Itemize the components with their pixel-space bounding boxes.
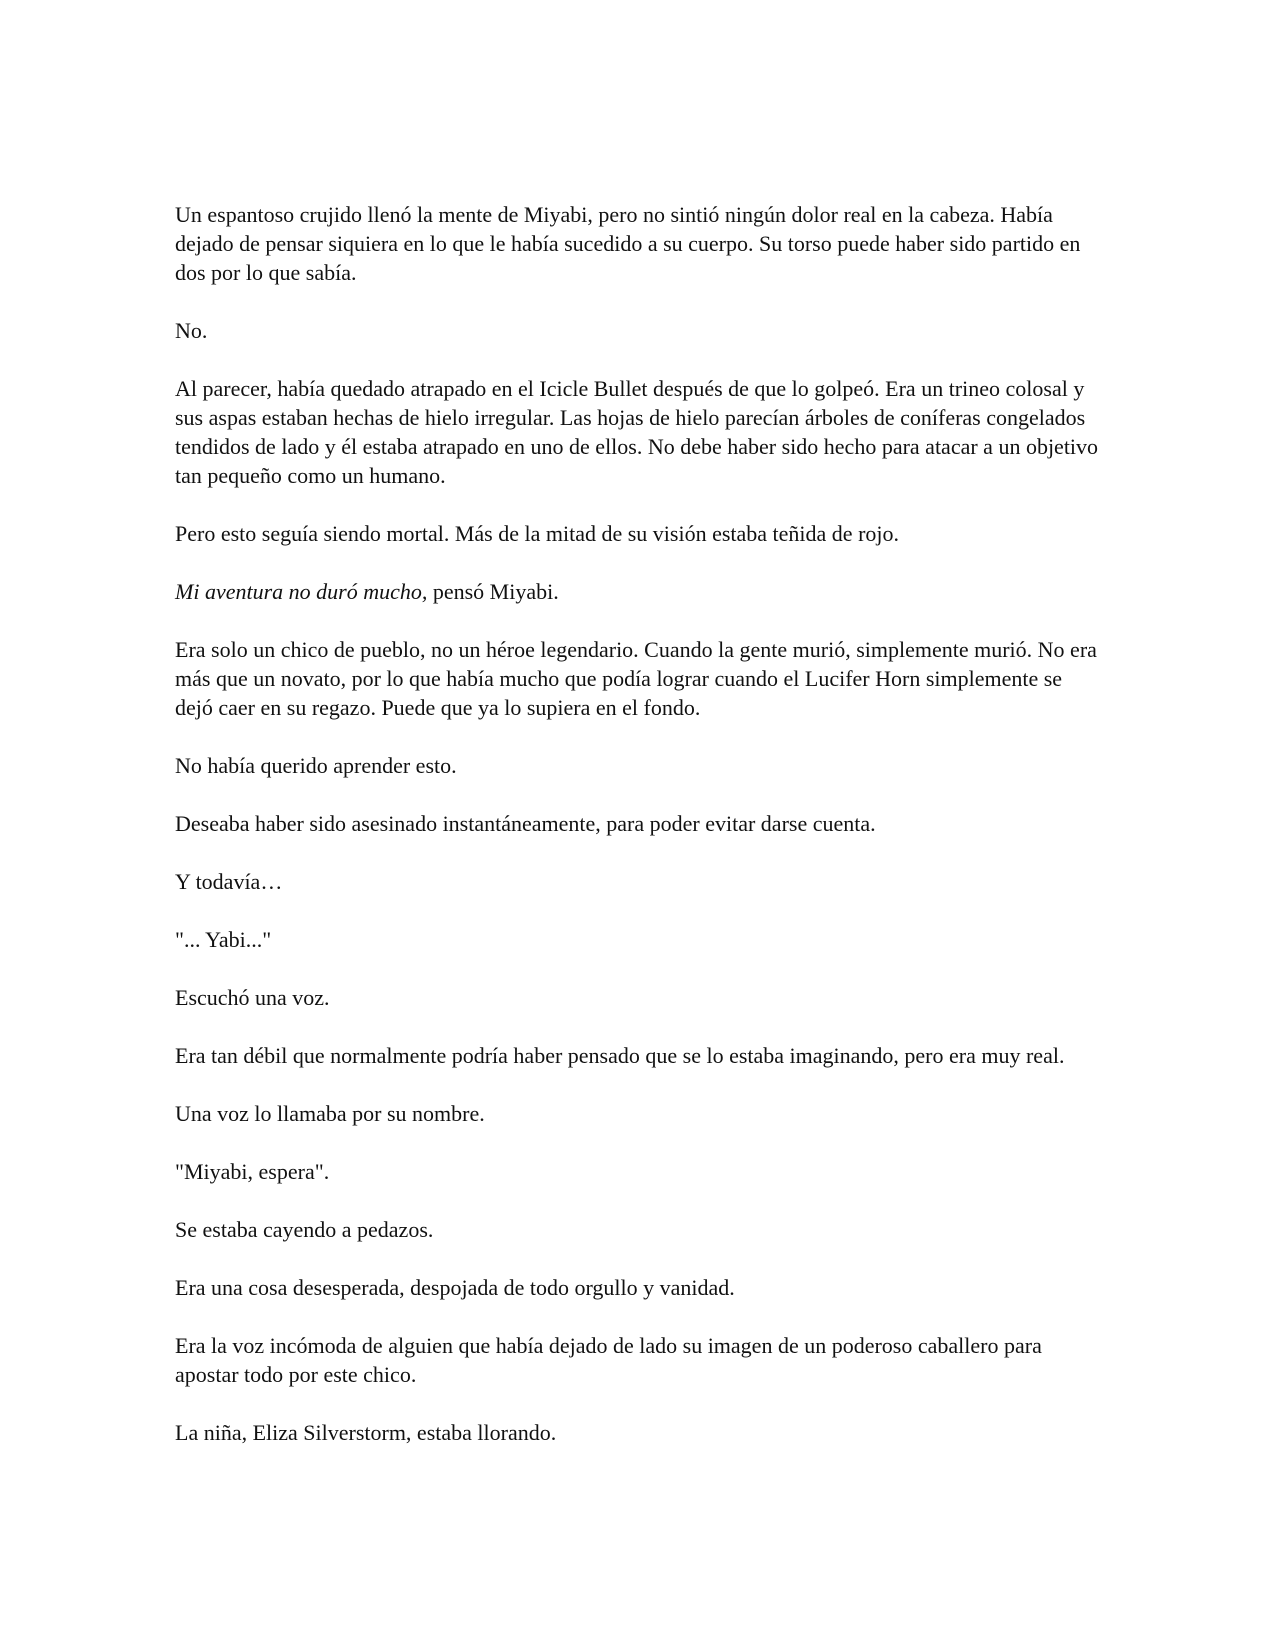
body-text <box>175 200 1100 1476</box>
paragraph: Se estaba cayendo a pedazos. <box>175 1217 434 1242</box>
paragraph: Pero esto seguía siendo mortal. Más de la mitad de su visión estaba teñida de rojo. <box>175 521 900 546</box>
paragraph: Escuchó una voz. <box>175 985 330 1010</box>
paragraph: Una voz lo llamaba por su nombre. <box>175 1101 485 1126</box>
paragraph: Al parecer, había quedado atrapado en el Icicle Bullet después de que lo golpeó. Era un trineo colosal y sus aspas estaban hechas de hielo irregular. Las hojas de hielo parecían árboles de coníferas congelados tendidos de lado y él estaba atrapado en uno de ellos. No debe haber sido hecho para atacar a un objetivo tan pequeño como un humano. <box>175 376 1099 488</box>
paragraph: Un espantoso crujido llenó la mente de Miyabi, pero no sintió ningún dolor real en la cabeza. Había dejado de pensar siquiera en lo que le había sucedido a su cuerpo. Su torso puede haber sido partido en dos por lo que sabía. <box>175 202 1081 285</box>
paragraph: La niña, Eliza Silverstorm, estaba llorando. <box>175 1420 557 1445</box>
paragraph: No había querido aprender esto. <box>175 753 457 778</box>
paragraph: Y todavía… <box>175 869 283 894</box>
paragraph: No. <box>175 318 208 343</box>
paragraph: Deseaba haber sido asesinado instantáneamente, para poder evitar darse cuenta. <box>175 811 876 836</box>
paragraph: Era tan débil que normalmente podría haber pensado que se lo estaba imaginando, pero era muy real. <box>175 1043 1065 1068</box>
paragraph: Era una cosa desesperada, despojada de todo orgullo y vanidad. <box>175 1275 735 1300</box>
paragraph: Era la voz incómoda de alguien que había dejado de lado su imagen de un poderoso caballero para apostar todo por este chico. <box>175 1333 1042 1387</box>
paragraph: Era solo un chico de pueblo, no un héroe legendario. Cuando la gente murió, simplemente murió. No era más que un novato, por lo que había mucho que podía lograr cuando el Lucifer Horn simplemente se dejó caer en su regazo. Puede que ya lo supiera en el fondo. <box>175 637 1097 720</box>
paragraph-rest: pensó Miyabi. <box>427 579 559 604</box>
italic-thought: Mi aventura no duró mucho, <box>175 579 428 604</box>
paragraph: "... Yabi..." <box>175 927 272 952</box>
paragraph: "Miyabi, espera". <box>175 1159 330 1184</box>
paragraph <box>175 577 1100 606</box>
